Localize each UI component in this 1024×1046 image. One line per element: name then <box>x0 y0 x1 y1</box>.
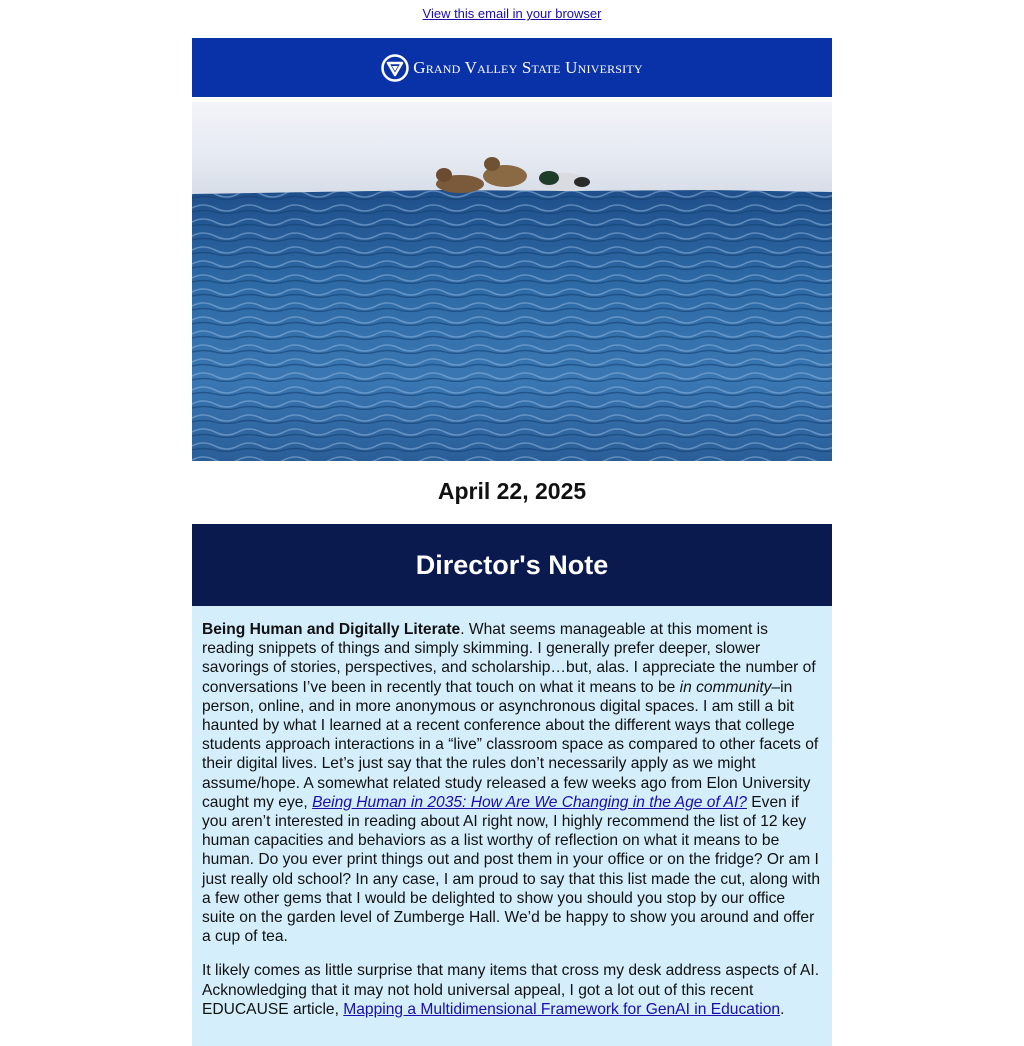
university-logo[interactable] <box>381 54 643 82</box>
note-text: –in person, online, and in more anonymous or asynchronous digital spaces. I am still a bit haunted by what I learned at a recent conference about the different ways that college students approach interactions in a “live” classroom space as compared to other facets of their digital lives. Let’s just say that the rules don’t necessarily apply as we might assume/hope. A somewhat related study released a few weeks ago from Elon University caught my eye, <box>202 678 819 811</box>
note-text: Even if you aren’t interested in reading about AI right now, I highly recommend the list of 12 key human capacities and behaviors as a list worthy of reflection on what it means to be human. Do you ever print things out and post them in your office or on the fridge? Or am I just really old school? In any case, I am proud to say that this list made the cut, along with a few other gems that I would be delighted to show you should you stop by our office suite on the garden level of Zumberge Hall. We’d be happy to show you around and offer a cup of tea. <box>202 793 821 946</box>
view-in-browser-link[interactable]: View this email in your browser <box>422 6 602 21</box>
logo-wordmark: Grand Valley State University <box>413 57 643 77</box>
hero-image <box>192 102 832 461</box>
note-text: . What seems manageable at this moment is reading snippets of things and simply skimming. I generally prefer deeper, slower savorings of stories, perspectives, and scholarship…but, alas. I appreciate the number of conversations I’ve been in recently that touch on what it means to be <box>202 621 816 696</box>
genai-framework-link[interactable]: Mapping a Multidimensional Framework for GenAI in Education <box>343 1000 781 1018</box>
issue-date: April 22, 2025 <box>437 478 587 504</box>
note-paragraph-1 <box>202 620 822 946</box>
note-text: . <box>780 1000 785 1018</box>
note-text: It likely comes as little surprise that many items that cross my desk address aspects of AI. Acknowledging that it may not hold universal appeal, I got a lot out of this recent EDUCAUSE article, <box>202 962 820 1018</box>
hero-photo <box>192 102 832 461</box>
section-title-directors-note: Director's Note <box>192 524 832 606</box>
note-emphasis: in community <box>679 678 772 696</box>
view-in-browser-row <box>0 0 1024 28</box>
note-paragraph-2 <box>202 961 822 1019</box>
header-banner <box>192 38 832 97</box>
directors-note-body <box>192 606 832 1046</box>
note-lead-heading: Being Human and Digitally Literate <box>202 621 461 638</box>
gv-seal-icon <box>381 54 409 82</box>
being-human-2035-link[interactable]: Being Human in 2035: How Are We Changing in the Age of AI? <box>312 793 747 811</box>
